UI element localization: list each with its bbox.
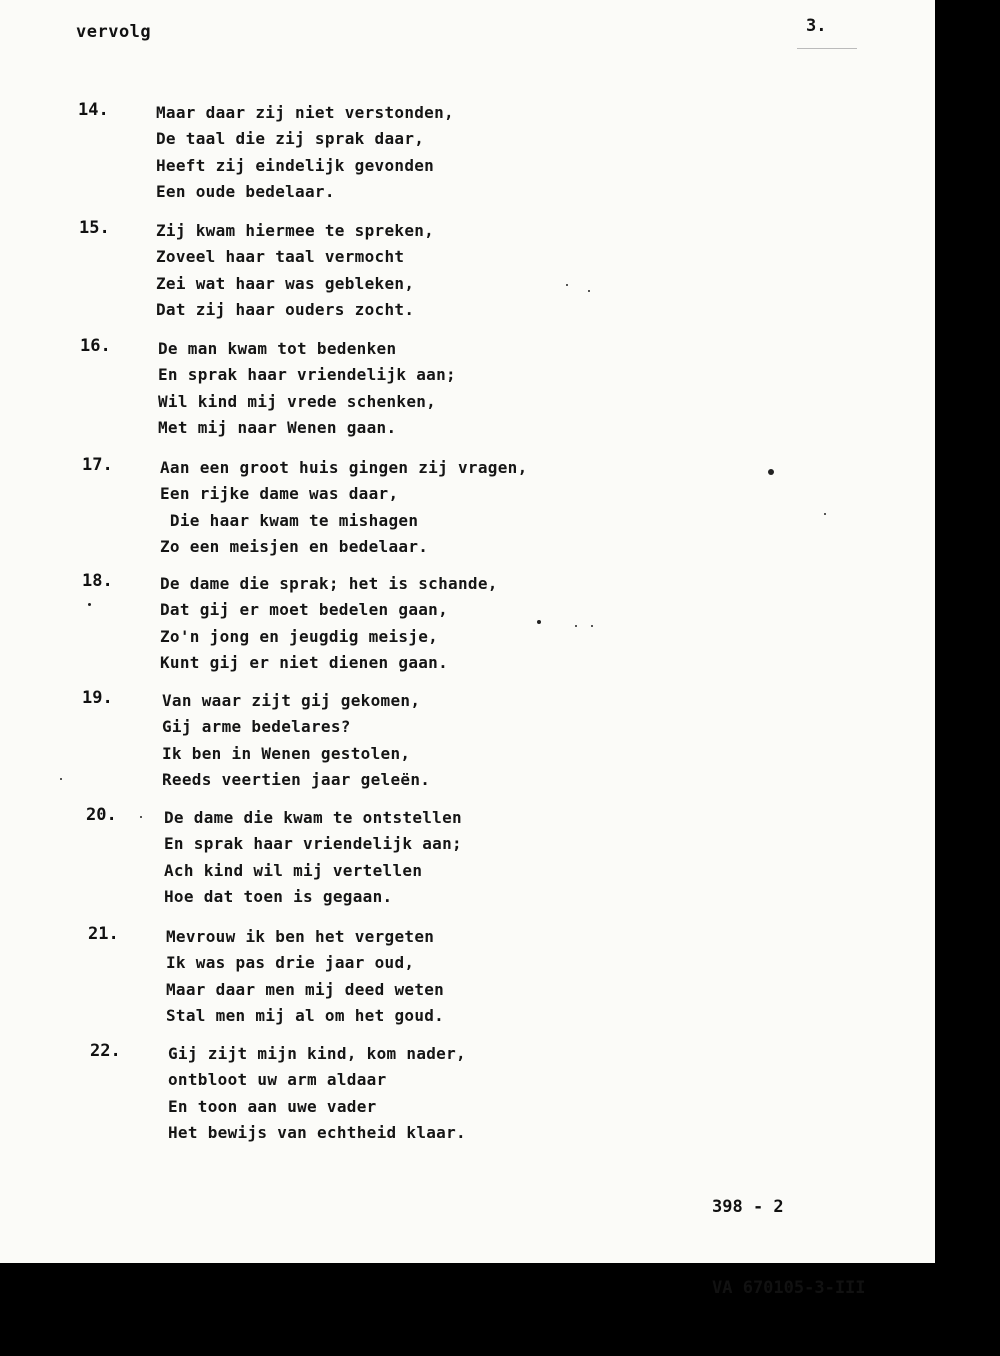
scan-speck bbox=[575, 625, 577, 627]
verse-line: Gij arme bedelares? bbox=[162, 717, 351, 737]
verse-line: ontbloot uw arm aldaar bbox=[168, 1070, 387, 1090]
stanza-number: 16. bbox=[80, 336, 111, 356]
stanza-number: 15. bbox=[79, 218, 110, 238]
verse-line: En sprak haar vriendelijk aan; bbox=[158, 365, 456, 385]
scan-speck bbox=[140, 816, 142, 818]
verse-line: Ik was pas drie jaar oud, bbox=[166, 953, 415, 973]
stanza-lines bbox=[168, 1041, 466, 1146]
verse-line: Dat zij haar ouders zocht. bbox=[156, 299, 415, 319]
verse-line: De man kwam tot bedenken bbox=[158, 339, 397, 358]
verse-line: Gij zijt mijn kind, kom nader, bbox=[168, 1044, 466, 1063]
verse-line: Ik ben in Wenen gestolen, bbox=[162, 743, 411, 763]
stanza-lines bbox=[166, 924, 444, 1029]
verse-line: Dat gij er moet bedelen gaan, bbox=[160, 600, 449, 620]
verse-line: Ach kind wil mij vertellen bbox=[164, 860, 423, 880]
stanza-lines bbox=[160, 571, 498, 676]
scan-speck bbox=[591, 625, 593, 627]
verse-line: Reeds veertien jaar geleën. bbox=[162, 769, 431, 789]
page-number: 3. bbox=[806, 16, 827, 36]
verse-line: De dame die kwam te ontstellen bbox=[164, 808, 462, 827]
verse-line: Met mij naar Wenen gaan. bbox=[158, 417, 397, 437]
verse-line: Stal men mij al om het goud. bbox=[166, 1005, 445, 1025]
stanza-number: 22. bbox=[90, 1041, 121, 1061]
archive-reference bbox=[712, 1140, 866, 1356]
continued-label: vervolg bbox=[76, 22, 152, 42]
verse-line: Zei wat haar was gebleken, bbox=[156, 273, 415, 293]
scan-speck bbox=[537, 620, 541, 624]
verse-line: Kunt gij er niet dienen gaan. bbox=[160, 652, 449, 672]
verse-line: Aan een groot huis gingen zij vragen, bbox=[160, 458, 528, 477]
verse-line: De dame die sprak; het is schande, bbox=[160, 574, 498, 593]
verse-line: En sprak haar vriendelijk aan; bbox=[164, 834, 462, 854]
stanza-number: 21. bbox=[88, 924, 119, 944]
scan-speck bbox=[60, 778, 62, 780]
verse-line: Zo een meisjen en bedelaar. bbox=[160, 536, 429, 556]
verse-line: Een rijke dame was daar, bbox=[160, 484, 399, 504]
stanza-number: 19. bbox=[82, 688, 113, 708]
verse-line: De taal die zij sprak daar, bbox=[156, 129, 425, 149]
stanza-lines bbox=[160, 455, 528, 560]
verse-line: Van waar zijt gij gekomen, bbox=[162, 691, 421, 710]
verse-line: Maar daar men mij deed weten bbox=[166, 979, 445, 999]
scan-speck bbox=[588, 290, 590, 292]
page-number-rule bbox=[797, 48, 857, 49]
verse-line: Het bewijs van echtheid klaar. bbox=[168, 1122, 466, 1142]
verse-line: Maar daar zij niet verstonden, bbox=[156, 103, 454, 122]
stanza-lines bbox=[156, 100, 454, 205]
verse-line: En toon aan uwe vader bbox=[168, 1096, 377, 1116]
stanza-number: 18. bbox=[82, 571, 113, 591]
stanza-number: 20. bbox=[86, 805, 117, 825]
verse-line: Mevrouw ik ben het vergeten bbox=[166, 927, 435, 946]
stanza-lines bbox=[156, 218, 434, 323]
scan-speck bbox=[768, 469, 774, 475]
verse-line: Zo'n jong en jeugdig meisje, bbox=[160, 626, 439, 646]
verse-line: Hoe dat toen is gegaan. bbox=[164, 886, 393, 906]
verse-line: Die haar kwam te mishagen bbox=[160, 510, 419, 530]
stanza-lines bbox=[162, 688, 430, 793]
verse-line: Zij kwam hiermee te spreken, bbox=[156, 221, 435, 240]
verse-line: Een oude bedelaar. bbox=[156, 181, 335, 201]
archive-code-line-1: 398 - 2 bbox=[712, 1197, 784, 1217]
verse-line: Wil kind mij vrede schenken, bbox=[158, 391, 437, 411]
stanza-number: 14. bbox=[78, 100, 109, 120]
verse-line: Zoveel haar taal vermocht bbox=[156, 247, 405, 267]
stanza-lines bbox=[158, 336, 456, 441]
scan-speck bbox=[824, 513, 826, 515]
archive-code-line-2: VA 670105-3-III bbox=[712, 1278, 866, 1298]
show-through-smudge bbox=[660, 900, 920, 1130]
stanza-lines bbox=[164, 805, 462, 910]
verse-line: Heeft zij eindelijk gevonden bbox=[156, 155, 435, 175]
scan-speck bbox=[566, 284, 568, 286]
scan-speck bbox=[88, 603, 91, 606]
stanza-number: 17. bbox=[82, 455, 113, 475]
